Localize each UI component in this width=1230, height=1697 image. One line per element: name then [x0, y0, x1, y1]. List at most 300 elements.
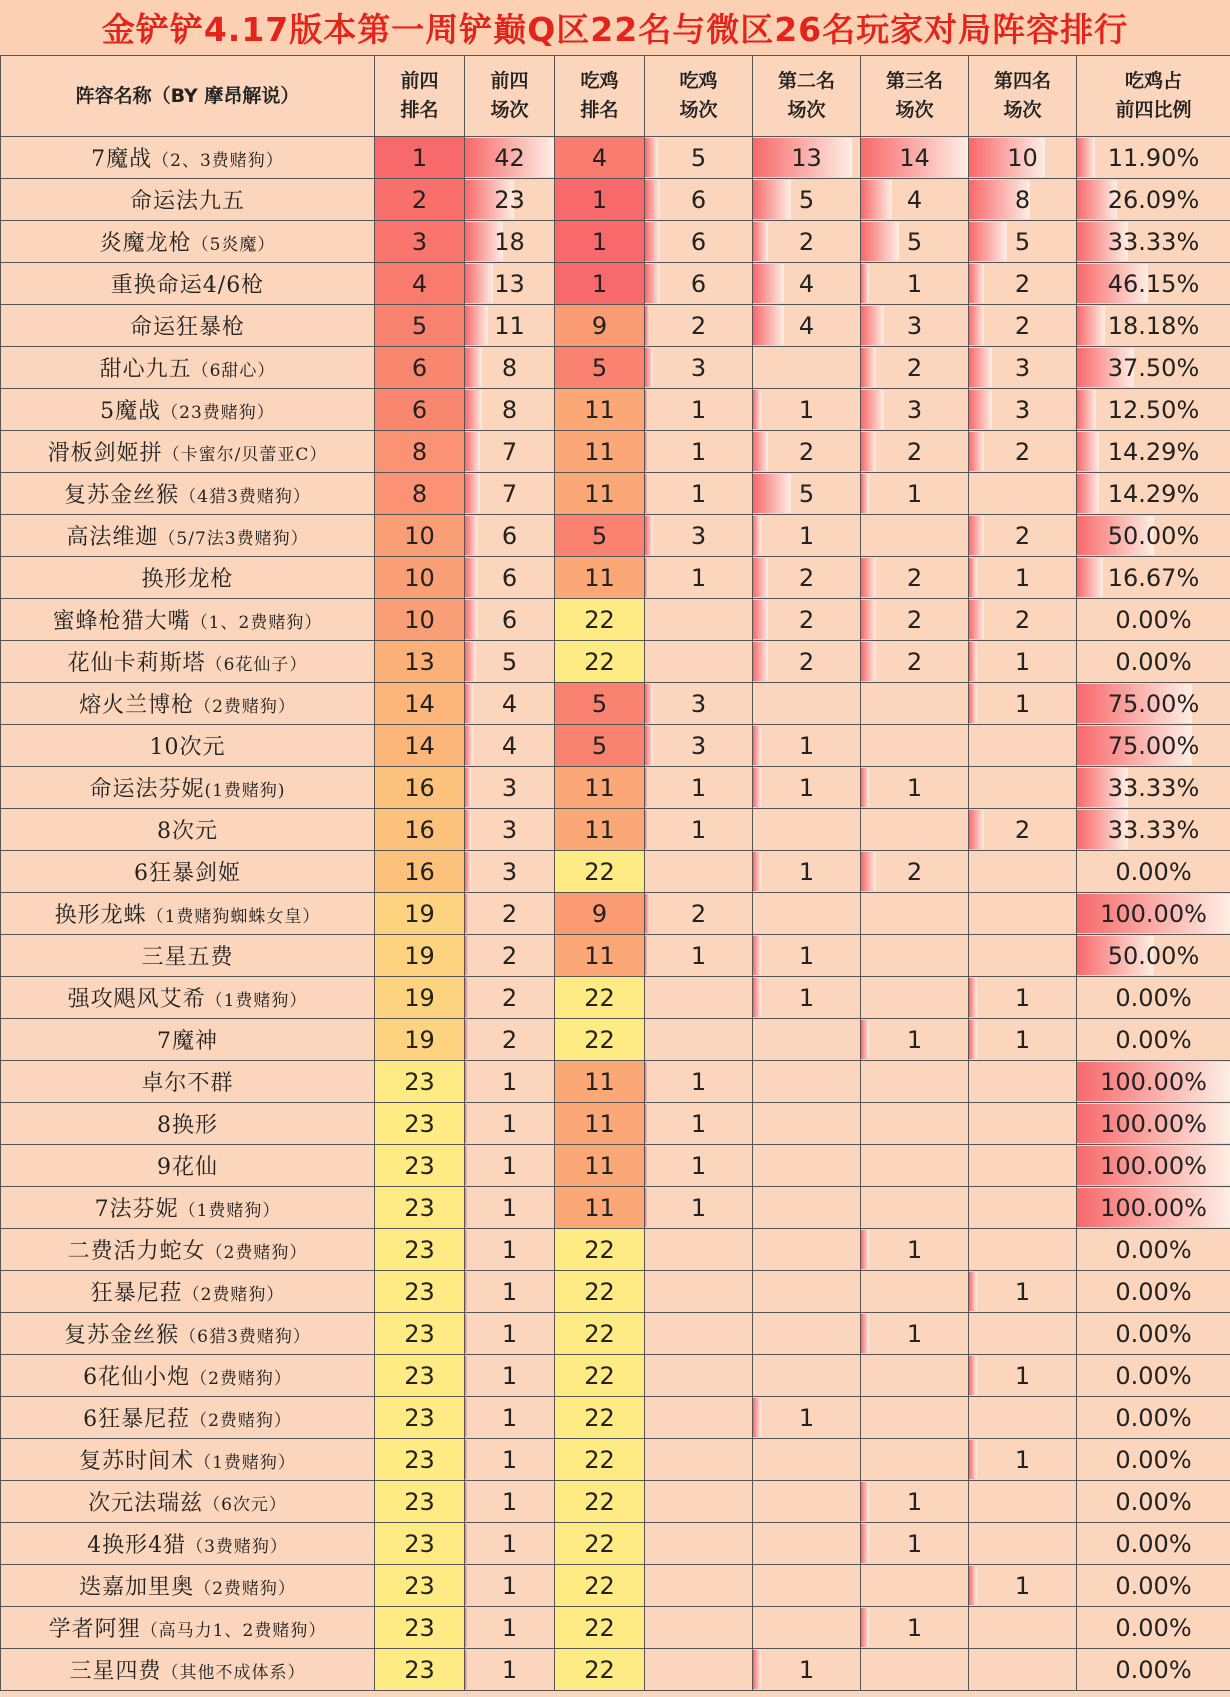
top4-rank-cell	[375, 179, 465, 221]
data-bar	[969, 306, 984, 345]
lineup-name: 6狂暴剑姬	[134, 861, 241, 886]
second-games-cell	[753, 1355, 861, 1397]
top4-games-cell	[465, 1649, 555, 1691]
table-row	[1, 557, 1230, 599]
header-win-games: 吃鸡 场次	[645, 56, 753, 137]
lineup-note: （5炎魔）	[191, 235, 276, 255]
data-bar	[969, 222, 1007, 261]
third-games-cell	[861, 977, 969, 1019]
win-games-value: 1	[690, 479, 707, 508]
win-ratio-cell	[1077, 347, 1230, 389]
third-games-cell	[861, 1187, 969, 1229]
second-games-value: 2	[798, 437, 815, 466]
lineup-name-cell	[1, 1313, 375, 1355]
second-games-cell	[753, 1523, 861, 1565]
lineup-name: 迭嘉加里奥	[79, 1575, 195, 1600]
table-row	[1, 389, 1230, 431]
lineup-name: 花仙卡莉斯塔	[67, 651, 206, 676]
top4-games-value: 1	[501, 1277, 518, 1306]
win-ratio-value: 0.00%	[1115, 1529, 1192, 1558]
table-row	[1, 935, 1230, 977]
win-rank-cell	[555, 1229, 645, 1271]
fourth-games-value: 2	[1014, 311, 1031, 340]
top4-games-cell	[465, 1103, 555, 1145]
win-games-cell	[645, 137, 753, 179]
table-row	[1, 809, 1230, 851]
data-bar	[465, 642, 476, 681]
third-games-cell	[861, 1355, 969, 1397]
top4-games-value: 1	[501, 1109, 518, 1138]
lineup-name: 次元法瑞兹	[88, 1491, 204, 1516]
table-row	[1, 1607, 1230, 1649]
win-ratio-cell	[1077, 977, 1230, 1019]
top4-rank-cell	[375, 347, 465, 389]
third-games-cell	[861, 1313, 969, 1355]
third-games-cell	[861, 221, 969, 263]
data-bar	[753, 306, 784, 345]
table-row	[1, 1649, 1230, 1691]
data-bar	[861, 852, 876, 891]
win-rank-cell	[555, 1481, 645, 1523]
fourth-games-cell	[969, 599, 1077, 641]
top4-games-cell	[465, 347, 555, 389]
data-bar	[969, 600, 984, 639]
fourth-games-cell	[969, 1103, 1077, 1145]
data-bar	[1077, 390, 1096, 429]
data-bar	[1077, 306, 1105, 345]
data-bar	[465, 474, 480, 513]
top4-games-cell	[465, 683, 555, 725]
win-games-cell	[645, 1355, 753, 1397]
top4-rank-cell	[375, 1523, 465, 1565]
win-rank-value: 1	[591, 269, 608, 298]
data-bar	[753, 474, 791, 513]
data-bar	[969, 642, 977, 681]
data-bar	[753, 264, 784, 303]
top4-rank-cell	[375, 431, 465, 473]
data-bar	[645, 810, 648, 849]
table-row	[1, 1355, 1230, 1397]
win-rank-cell	[555, 893, 645, 935]
second-games-cell	[753, 1103, 861, 1145]
table-row	[1, 1061, 1230, 1103]
win-rank-cell	[555, 137, 645, 179]
fourth-games-cell	[969, 683, 1077, 725]
third-games-cell	[861, 767, 969, 809]
fourth-games-cell	[969, 263, 1077, 305]
data-bar	[861, 432, 876, 471]
data-bar	[753, 180, 791, 219]
win-games-cell	[645, 1271, 753, 1313]
fourth-games-cell	[969, 515, 1077, 557]
win-games-cell	[645, 179, 753, 221]
win-rank-value: 9	[591, 899, 608, 928]
win-rank-value: 11	[584, 1067, 615, 1096]
win-ratio-cell	[1077, 851, 1230, 893]
top4-rank-value: 3	[411, 227, 428, 256]
top4-games-value: 1	[501, 1151, 518, 1180]
data-bar	[465, 264, 493, 303]
lineup-name: 重换命运4/6枪	[110, 273, 265, 298]
data-bar	[465, 1482, 468, 1521]
lineup-note: （2、3费赌狗）	[152, 151, 284, 171]
win-ratio-cell	[1077, 1187, 1230, 1229]
second-games-value: 2	[798, 647, 815, 676]
win-ratio-value: 100.00%	[1100, 1151, 1207, 1180]
win-games-value: 6	[690, 269, 707, 298]
fourth-games-cell	[969, 1019, 1077, 1061]
data-bar	[861, 600, 876, 639]
top4-rank-value: 23	[404, 1109, 435, 1138]
third-games-value: 2	[906, 437, 923, 466]
win-ratio-cell	[1077, 1607, 1230, 1649]
top4-rank-value: 5	[411, 311, 428, 340]
third-games-cell	[861, 1145, 969, 1187]
data-bar	[645, 1146, 648, 1185]
data-bar	[465, 1230, 468, 1269]
win-ratio-cell	[1077, 1313, 1230, 1355]
win-ratio-value: 0.00%	[1115, 605, 1192, 634]
win-ratio-value: 100.00%	[1100, 1193, 1207, 1222]
lineup-name: 二费活力蛇女	[67, 1239, 206, 1264]
win-ratio-cell	[1077, 263, 1230, 305]
lineup-note: （6次元）	[203, 1495, 287, 1515]
lineup-name-cell	[1, 893, 375, 935]
win-games-value: 6	[690, 227, 707, 256]
win-ratio-value: 0.00%	[1115, 1361, 1192, 1390]
top4-rank-cell	[375, 641, 465, 683]
win-ratio-value: 0.00%	[1115, 983, 1192, 1012]
third-games-cell	[861, 557, 969, 599]
win-ratio-value: 26.09%	[1107, 185, 1200, 214]
second-games-cell	[753, 347, 861, 389]
second-games-cell	[753, 1565, 861, 1607]
data-bar	[1077, 558, 1103, 597]
win-games-cell	[645, 263, 753, 305]
win-rank-value: 22	[584, 1529, 615, 1558]
lineup-note: （卡蜜尔/贝蕾亚C）	[162, 445, 328, 465]
win-games-cell	[645, 389, 753, 431]
table-row	[1, 347, 1230, 389]
data-bar	[645, 306, 650, 345]
win-games-value: 3	[690, 731, 707, 760]
third-games-value: 1	[906, 773, 923, 802]
win-ratio-value: 0.00%	[1115, 1235, 1192, 1264]
win-games-cell	[645, 767, 753, 809]
data-bar	[969, 810, 984, 849]
top4-rank-value: 2	[411, 185, 428, 214]
header-win-ratio: 吃鸡占 前四比例	[1077, 56, 1230, 137]
lineup-name-cell	[1, 725, 375, 767]
top4-games-value: 1	[501, 1319, 518, 1348]
top4-games-cell	[465, 935, 555, 977]
lineup-name: 炎魔龙枪	[99, 231, 192, 256]
data-bar	[861, 390, 884, 429]
top4-games-cell	[465, 1397, 555, 1439]
lineup-name-cell	[1, 1397, 375, 1439]
lineup-name-cell	[1, 1229, 375, 1271]
top4-games-value: 1	[501, 1655, 518, 1684]
top4-rank-value: 23	[404, 1571, 435, 1600]
win-ratio-cell	[1077, 1481, 1230, 1523]
win-ratio-cell	[1077, 809, 1230, 851]
data-bar	[861, 768, 869, 807]
lineup-name: 命运法芬妮	[89, 777, 205, 802]
win-rank-cell	[555, 683, 645, 725]
win-games-cell	[645, 1061, 753, 1103]
top4-rank-value: 23	[404, 1613, 435, 1642]
win-rank-value: 5	[591, 689, 608, 718]
data-bar	[465, 600, 478, 639]
top4-rank-cell	[375, 809, 465, 851]
win-ratio-value: 50.00%	[1107, 941, 1200, 970]
third-games-value: 1	[906, 1319, 923, 1348]
win-games-cell	[645, 1565, 753, 1607]
win-ratio-value: 0.00%	[1115, 647, 1192, 676]
fourth-games-cell	[969, 1355, 1077, 1397]
lineup-note: （5/7法3费赌狗）	[158, 529, 309, 549]
lineup-name: 复苏时间术	[79, 1449, 195, 1474]
lineup-note: （2费赌狗）	[194, 697, 296, 717]
win-games-cell	[645, 1439, 753, 1481]
lineup-name: 4换形4猎	[87, 1533, 187, 1558]
top4-rank-value: 19	[404, 1025, 435, 1054]
top4-rank-value: 23	[404, 1487, 435, 1516]
top4-rank-value: 6	[411, 353, 428, 382]
lineup-name-cell	[1, 977, 375, 1019]
win-games-cell	[645, 221, 753, 263]
third-games-value: 1	[906, 1529, 923, 1558]
second-games-cell	[753, 305, 861, 347]
fourth-games-value: 1	[1014, 647, 1031, 676]
third-games-cell	[861, 431, 969, 473]
third-games-cell	[861, 515, 969, 557]
top4-games-cell	[465, 221, 555, 263]
win-rank-cell	[555, 1439, 645, 1481]
top4-rank-value: 23	[404, 1655, 435, 1684]
top4-rank-cell	[375, 1355, 465, 1397]
header-top4-rank: 前四 排名	[375, 56, 465, 137]
win-games-cell	[645, 1397, 753, 1439]
win-games-value: 1	[690, 941, 707, 970]
win-games-value: 1	[690, 563, 707, 592]
top4-rank-value: 16	[404, 857, 435, 886]
top4-rank-cell	[375, 1313, 465, 1355]
data-bar	[861, 1230, 869, 1269]
fourth-games-value: 3	[1014, 353, 1031, 382]
top4-games-cell	[465, 1607, 555, 1649]
lineup-name-cell	[1, 1481, 375, 1523]
lineup-note: （2费赌狗）	[182, 1285, 285, 1305]
top4-rank-cell	[375, 515, 465, 557]
second-games-cell	[753, 1145, 861, 1187]
table-row	[1, 1187, 1230, 1229]
win-rank-cell	[555, 767, 645, 809]
top4-rank-value: 19	[404, 899, 435, 928]
win-rank-value: 5	[591, 353, 608, 382]
data-bar	[465, 1104, 468, 1143]
lineup-name: 7魔战	[91, 147, 153, 172]
data-bar	[969, 1356, 977, 1395]
top4-games-value: 1	[501, 1403, 518, 1432]
header-third-games: 第三名 场次	[861, 56, 969, 137]
fourth-games-value: 2	[1014, 605, 1031, 634]
win-games-value: 3	[690, 353, 707, 382]
win-ratio-value: 0.00%	[1115, 1655, 1192, 1684]
fourth-games-cell	[969, 347, 1077, 389]
lineup-name: 强攻飓风艾希	[67, 987, 206, 1012]
lineup-name: 复苏金丝猴	[64, 483, 180, 508]
top4-rank-cell	[375, 1271, 465, 1313]
data-bar	[753, 726, 761, 765]
third-games-value: 1	[906, 1487, 923, 1516]
table-row	[1, 305, 1230, 347]
top4-games-cell	[465, 1061, 555, 1103]
top4-rank-value: 10	[404, 563, 435, 592]
table-row	[1, 1439, 1230, 1481]
top4-rank-value: 10	[404, 521, 435, 550]
lineup-name-cell	[1, 473, 375, 515]
third-games-value: 3	[906, 311, 923, 340]
data-bar	[969, 516, 984, 555]
second-games-cell	[753, 1019, 861, 1061]
top4-rank-cell	[375, 599, 465, 641]
top4-rank-cell	[375, 1649, 465, 1691]
win-ratio-cell	[1077, 557, 1230, 599]
third-games-value: 4	[906, 185, 923, 214]
win-rank-value: 22	[584, 1445, 615, 1474]
win-rank-value: 22	[584, 1025, 615, 1054]
third-games-value: 1	[906, 479, 923, 508]
fourth-games-cell	[969, 1187, 1077, 1229]
top4-games-value: 4	[501, 731, 518, 760]
second-games-value: 2	[798, 605, 815, 634]
top4-rank-cell	[375, 263, 465, 305]
lineup-note: （2费赌狗）	[194, 1579, 296, 1599]
data-bar	[645, 474, 648, 513]
second-games-cell	[753, 725, 861, 767]
fourth-games-value: 3	[1014, 395, 1031, 424]
third-games-value: 2	[906, 353, 923, 382]
top4-rank-cell	[375, 1229, 465, 1271]
win-games-value: 1	[690, 1109, 707, 1138]
fourth-games-cell	[969, 1313, 1077, 1355]
table-row	[1, 683, 1230, 725]
win-ratio-value: 12.50%	[1107, 395, 1200, 424]
win-games-cell	[645, 725, 753, 767]
lineup-name-cell	[1, 305, 375, 347]
fourth-games-cell	[969, 1523, 1077, 1565]
top4-rank-cell	[375, 1061, 465, 1103]
data-bar	[753, 516, 761, 555]
lineup-name-cell	[1, 767, 375, 809]
lineup-name-cell	[1, 641, 375, 683]
lineup-name-cell	[1, 1271, 375, 1313]
win-games-cell	[645, 1187, 753, 1229]
win-ratio-cell	[1077, 1103, 1230, 1145]
top4-games-value: 4	[501, 689, 518, 718]
data-bar	[861, 642, 876, 681]
top4-rank-cell	[375, 473, 465, 515]
win-games-cell	[645, 977, 753, 1019]
top4-games-cell	[465, 389, 555, 431]
second-games-cell	[753, 1607, 861, 1649]
top4-games-cell	[465, 515, 555, 557]
fourth-games-value: 1	[1014, 983, 1031, 1012]
fourth-games-cell	[969, 893, 1077, 935]
data-bar	[753, 1398, 761, 1437]
table-row	[1, 977, 1230, 1019]
top4-games-value: 2	[501, 899, 518, 928]
fourth-games-cell	[969, 137, 1077, 179]
top4-games-value: 8	[501, 353, 518, 382]
data-bar	[969, 264, 984, 303]
data-bar	[465, 558, 478, 597]
data-bar	[465, 1440, 468, 1479]
top4-games-cell	[465, 977, 555, 1019]
data-bar	[465, 390, 482, 429]
lineup-name: 狂暴尼菈	[90, 1281, 183, 1306]
win-ratio-cell	[1077, 305, 1230, 347]
win-rank-cell	[555, 1103, 645, 1145]
second-games-cell	[753, 1313, 861, 1355]
data-bar	[465, 978, 469, 1017]
data-bar	[645, 264, 660, 303]
top4-games-value: 1	[501, 1529, 518, 1558]
data-bar	[645, 222, 660, 261]
data-bar	[645, 1104, 648, 1143]
win-ratio-value: 46.15%	[1107, 269, 1200, 298]
top4-rank-cell	[375, 1397, 465, 1439]
second-games-cell	[753, 389, 861, 431]
third-games-value: 2	[906, 647, 923, 676]
header-fourth-games: 第四名 场次	[969, 56, 1077, 137]
third-games-cell	[861, 263, 969, 305]
win-ratio-value: 0.00%	[1115, 1445, 1192, 1474]
third-games-value: 5	[906, 227, 923, 256]
top4-rank-cell	[375, 1019, 465, 1061]
top4-rank-value: 23	[404, 1319, 435, 1348]
lineup-name: 熔火兰博枪	[79, 693, 195, 718]
second-games-cell	[753, 1061, 861, 1103]
top4-games-cell	[465, 305, 555, 347]
win-games-cell	[645, 305, 753, 347]
data-bar	[753, 852, 761, 891]
win-rank-cell	[555, 389, 645, 431]
data-bar	[465, 726, 473, 765]
second-games-cell	[753, 935, 861, 977]
lineup-name: 5魔战	[100, 399, 162, 424]
second-games-value: 1	[798, 983, 815, 1012]
data-bar	[645, 726, 653, 765]
win-rank-cell	[555, 1397, 645, 1439]
data-bar	[465, 1524, 468, 1563]
second-games-value: 5	[798, 185, 815, 214]
fourth-games-cell	[969, 305, 1077, 347]
win-games-cell	[645, 893, 753, 935]
lineup-note: （2费赌狗）	[190, 1411, 292, 1431]
data-bar	[465, 1188, 468, 1227]
top4-games-cell	[465, 1481, 555, 1523]
third-games-cell	[861, 1229, 969, 1271]
top4-rank-cell	[375, 725, 465, 767]
win-rank-value: 11	[584, 1151, 615, 1180]
top4-rank-cell	[375, 1145, 465, 1187]
third-games-cell	[861, 473, 969, 515]
fourth-games-cell	[969, 1607, 1077, 1649]
win-rank-cell	[555, 347, 645, 389]
third-games-value: 14	[899, 143, 930, 172]
